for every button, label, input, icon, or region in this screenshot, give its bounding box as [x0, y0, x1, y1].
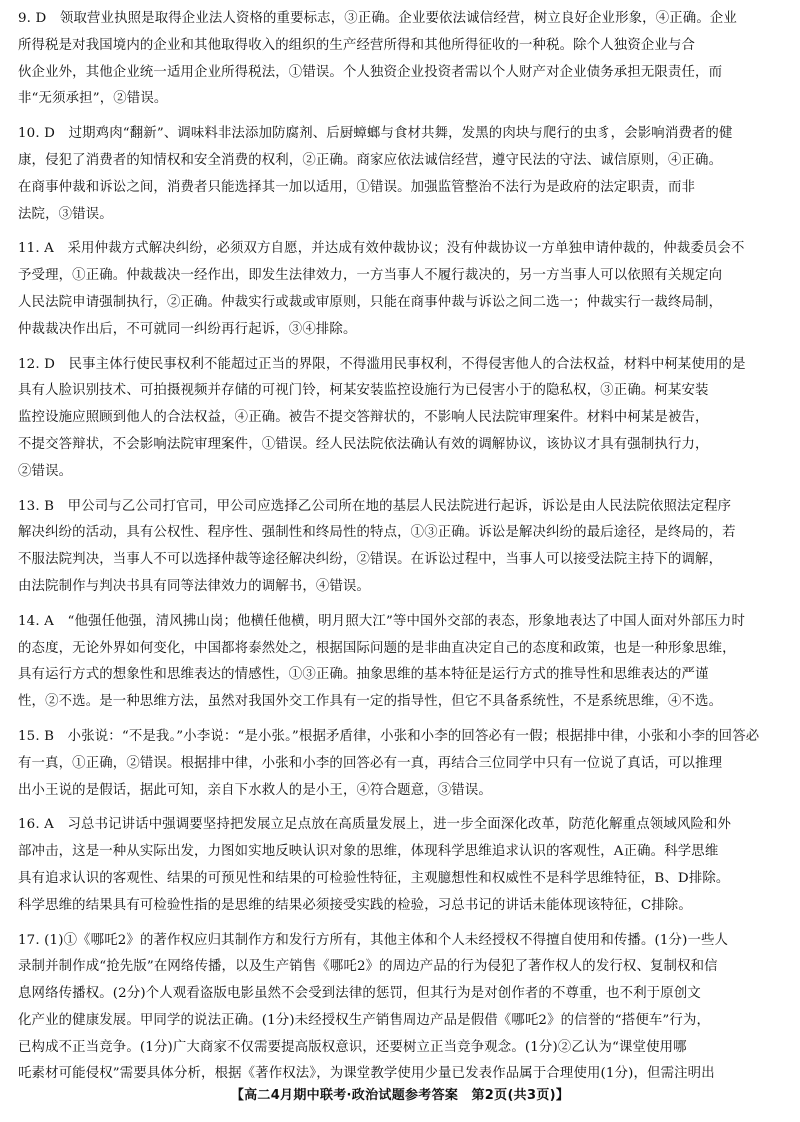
text-line: 伙企业外，其他企业统一适用企业所得税法，①错误。个人独资企业投资者需以个人财产对企业债务承担无限责任，而 [18, 64, 723, 80]
text-line: 13. B 甲公司与乙公司打官司，甲公司应选择乙公司所在地的基层人民法院进行起诉，诉讼是由人民法院依照法定程序 [18, 498, 732, 514]
text-line: 已构成不正当竞争。(1分)广大商家不仅需要提高版权意识，还要树立正当竞争观念。(1分)②乙认为“课堂使用哪 [18, 1039, 687, 1055]
text-line: 具有人脸识别技术、可拍摄视频并存储的可视门铃，柯某安装监控设施行为已侵害小于的隐私权，③正确。柯某安装 [18, 383, 709, 399]
text-line: 科学思维的结果具有可检验性指的是思维的结果必须接受实践的检验，习总书记的讲话未能体现该特征，C排除。 [18, 897, 692, 913]
text-line: 15. B 小张说：“不是我。”小李说：“是小张。”根据矛盾律，小张和小李的回答必有一假；根据排中律，小张和小李的回答必 [18, 728, 760, 744]
text-line: 息网络传播权。(2分)个人观看盗版电影虽然不会受到法律的惩罚，但其行为是对创作者的不尊重，也不利于原创文 [18, 986, 701, 1002]
text-line: 具有追求认识的客观性、结果的可预见性和结果的可检验性特征，主观臆想性和权威性不是科学思维特征，B、D排除。 [18, 870, 730, 886]
answer-10 [18, 121, 780, 228]
text-line: 17. (1)①《哪吒2》的著作权应归其制作方和发行方所有，其他主体和个人未经授权不得擅自使用和传播。(1分)一些人 [18, 932, 729, 948]
text-line: 14. A “他强任他强，清风拂山岗；他横任他横，明月照大江”等中国外交部的表态，形象地表达了中国人面对外部压力时 [18, 613, 745, 629]
text-line: 11. A 采用仲裁方式解决纠纷，必须双方自愿，并达成有效仲裁协议；没有仲裁协议一方单独申请仲裁的，仲裁委员会不 [18, 241, 745, 257]
text-line: 具有运行方式的想象性和思维表达的情感性，①③正确。抽象思维的基本特征是运行方式的推导性和思维表达的严谨 [18, 667, 709, 683]
text-line: 10. D 过期鸡肉“翻新”、调味料非法添加防腐剂、后厨蟑螂与食材共舞，发黑的肉块与爬行的虫豸，会影响消费者的健 [18, 126, 733, 142]
text-line: 监控设施应照顾到他人的合法权益，④正确。被告不提交答辩状的，不影响人民法院审理案件。材料中柯某是被告， [18, 410, 709, 426]
answer-14 [18, 609, 780, 716]
text-line: 12. D 民事主体行使民事权利不能超过正当的界限，不得滥用民事权利，不得侵害他人的合法权益，材料中柯某使用的是 [18, 356, 746, 372]
answer-12 [18, 352, 780, 486]
text-line: 有一真，①正确，②错误。根据排中律，小张和小李的回答必有一真，再结合三位同学中只有一位说了真话，可以推理 [18, 755, 723, 771]
text-line: ②错误。 [18, 463, 73, 479]
text-line: 部冲击，这是一种从实际出发，力图如实地反映认识对象的思维，体现科学思维追求认识的客观性，A正确。科学思维 [18, 844, 719, 860]
text-line: 9. D 领取营业执照是取得企业法人资格的重要标志，③正确。企业要依法诚信经营，树立良好企业形象，④正确。企业 [18, 11, 737, 26]
answer-17 [18, 928, 780, 1089]
text-line: 录制并制作成“抢先版”在网络传播，以及生产销售《哪吒2》的周边产品的行为侵犯了著作权人的发行权、复制权和信 [18, 959, 718, 975]
text-line: 化产业的健康发展。甲同学的说法正确。(1分)未经授权生产销售周边产品是假借《哪吒2》的信誉的“搭便车”行为， [18, 1012, 711, 1028]
text-line: 的态度，无论外界如何变化，中国都将泰然处之，根据国际问题的是非曲直决定自己的态度和政策，也是一种形象思维， [18, 640, 736, 656]
text-line: 解决纠纷的活动，具有公权性、程序性、强制性和终局性的特点，①③正确。诉讼是解决纠纷的最后途径，是终局的，若 [18, 525, 736, 541]
text-line: 人民法院申请强制执行，②正确。仲裁实行或裁或审原则，只能在商事仲裁与诉讼之间二选一；仲裁实行一裁终局制， [18, 294, 723, 310]
text-line: 非“无须承担”，②错误。 [18, 91, 168, 107]
answer-list [18, 6, 780, 1096]
text-line: 吒素材可能侵权”需要具体分析，根据《著作权法》，为课堂教学使用少量已发表作品属于合理使用(1分)，但需注明出 [18, 1066, 715, 1082]
text-line: 予受理，①正确。仲裁裁决一经作出，即发生法律效力，一方当事人不履行裁决的，另一方当事人可以依照有关规定向 [18, 268, 723, 284]
text-line: 16. A 习总书记讲话中强调要坚持把发展立足点放在高质量发展上，进一步全面深化改革，防范化解重点领域风险和外 [18, 817, 731, 833]
answer-11 [18, 236, 780, 343]
answer-15 [18, 724, 780, 804]
text-line: 所得税是对我国境内的企业和其他取得收入的组织的生产经营所得和其他所得征收的一种税。除个人独资企业与合 [18, 37, 696, 53]
answer-13 [18, 494, 780, 601]
text-line: 法院，③错误。 [18, 206, 113, 222]
text-line: 康，侵犯了消费者的知情权和安全消费的权利，②正确。商家应依法诚信经营，遵守民法的守法、诚信原则，④正确。 [18, 152, 723, 168]
text-line: 不提交答辩状，不会影响法院审理案件，①错误。经人民法院依法确认有效的调解协议，该协议才具有强制执行力， [18, 436, 709, 452]
answer-9 [18, 6, 780, 113]
text-line: 性，②不选。是一种思维方法，虽然对我国外交工作具有一定的指导性，但它不具备系统性，不是系统思维，④不选。 [18, 694, 723, 710]
text-line: 仲裁裁决作出后，不可就同一纠纷再行起诉，③④排除。 [18, 321, 357, 337]
text-line: 由法院制作与判决书具有同等法律效力的调解书，④错误。 [18, 578, 371, 594]
page-footer: 【高二4月期中联考·政治试题参考答案 第2页(共3页)】 [230, 1088, 570, 1103]
answer-16 [18, 812, 780, 919]
text-line: 在商事仲裁和诉讼之间，消费者只能选择其一加以适用，①错误。加强监管整治不法行为是政府的法定职责，而非 [18, 179, 696, 195]
text-line: 出小王说的是假话，据此可知，亲自下水救人的是小王，④符合题意，③错误。 [18, 782, 492, 798]
text-line: 不服法院判决，当事人不可以选择仲裁等途径解决纠纷，②错误。在诉讼过程中，当事人可以接受法院主持下的调解， [18, 552, 723, 568]
